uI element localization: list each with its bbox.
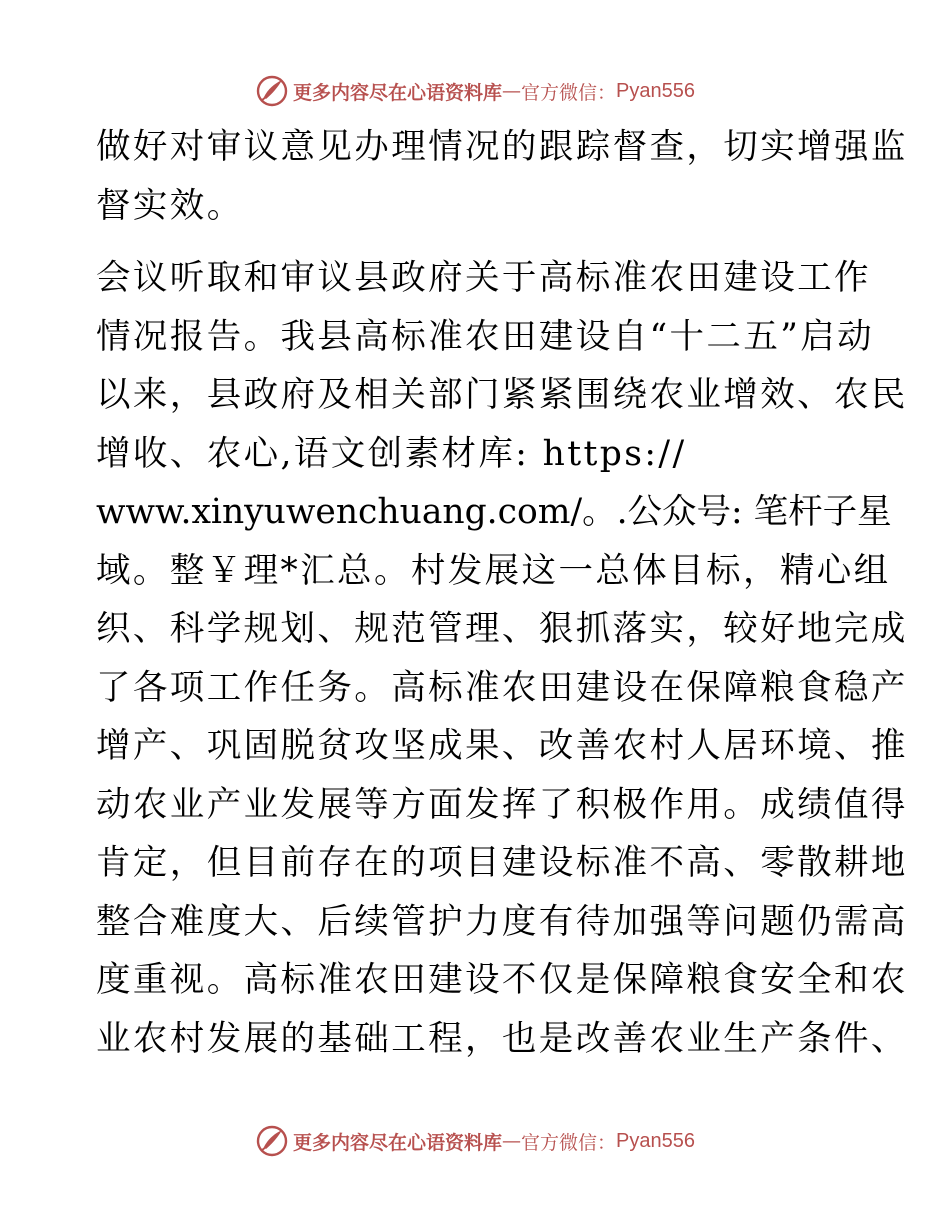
footer-slogan: 更多内容尽在心语资料库	[293, 1131, 503, 1154]
header-wechat-label: 官方微信：	[521, 81, 617, 104]
header-separator: —	[502, 80, 522, 102]
body-line: 业农村发展的基础工程，也是改善农业生产条件、	[96, 1019, 908, 1059]
header-banner	[0, 71, 950, 111]
body-line: 整合难度大、后续管护力度有待加强等问题仍需高	[96, 902, 908, 942]
body-line: 增收、农心,语文创素材库: https://	[96, 434, 687, 474]
footer-wechat-id: Pyan556	[616, 1129, 695, 1152]
body-line: www.xinyuwenchuang.com/。.公众号: 笔杆子星	[96, 492, 892, 532]
body-line: 督实效。	[96, 186, 244, 226]
body-line: 度重视。高标准农田建设不仅是保障粮食安全和农	[96, 960, 908, 1000]
footer-wechat-label: 官方微信：	[521, 1131, 617, 1154]
body-line: 增产、巩固脱贫攻坚成果、改善农村人居环境、推	[96, 726, 908, 766]
body-line: 动农业产业发展等方面发挥了积极作用。成绩值得	[96, 785, 908, 825]
body-line: 会议听取和审议县政府关于高标准农田建设工作	[96, 258, 871, 298]
header-slogan: 更多内容尽在心语资料库	[293, 81, 503, 104]
footer-banner	[0, 1121, 950, 1161]
body-line: 情况报告。我县高标准农田建设自“十二五”启动	[96, 317, 875, 357]
pen-logo-icon	[255, 1124, 289, 1158]
body-line: 肯定，但目前存在的项目建设标准不高、零散耕地	[96, 843, 908, 883]
body-line: 域。整￥理*汇总。村发展这一总体目标，精心组	[96, 551, 891, 591]
footer-separator: —	[502, 1130, 522, 1152]
body-line: 织、科学规划、规范管理、狠抓落实，较好地完成	[96, 609, 908, 649]
header-wechat-id: Pyan556	[616, 79, 695, 102]
body-line: 做好对审议意见办理情况的跟踪督查，切实增强监	[96, 127, 908, 167]
body-line: 了各项工作任务。高标准农田建设在保障粮食稳产	[96, 668, 908, 708]
body-line: 以来，县政府及相关部门紧紧围绕农业增效、农民	[96, 375, 908, 415]
pen-logo-icon	[255, 74, 289, 108]
